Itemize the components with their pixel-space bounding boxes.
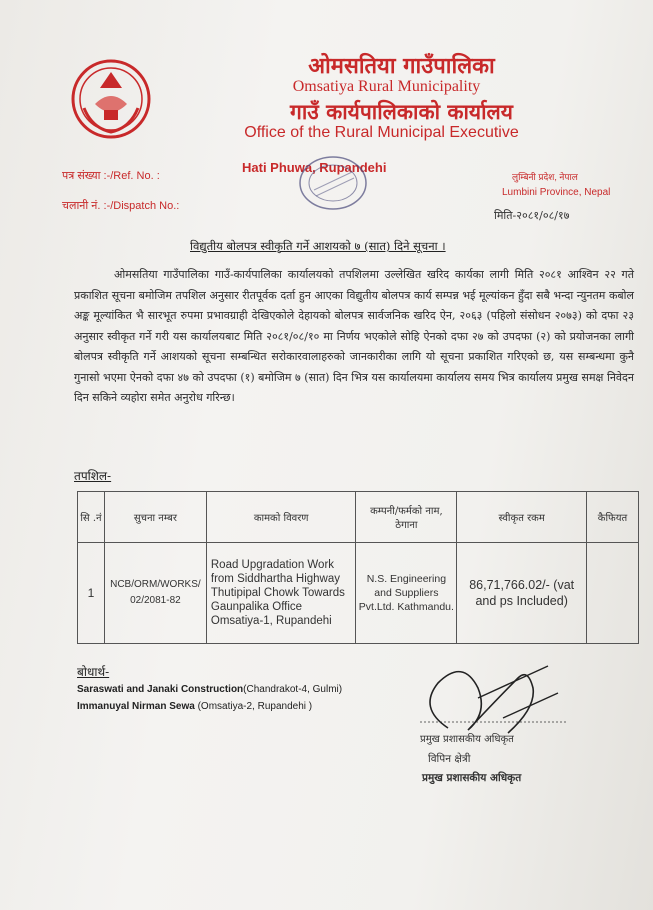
ref-number: पत्र संख्या :-/Ref. No. : — [62, 170, 160, 182]
notice-body: ओमसतिया गाउँपालिका गाउँ-कार्यपालिका कार्यालयको तपशिलमा उल्लेखित खरिद कार्यका लागी मिति २०८१ आश्विन २२ गते प्रकाशित सूचना बमोजिम तपशिल अनुसार रीतपूर्वक दर्ता हुन आएका विद्युतीय बोलपत्र कार्य सम्पन्न भई मूल्यांकन हुँदा सबै भन्दा न्युनतम कबोल अङ्क मूल्यांकित भै सारभूत रुपमा प्रभावग्राही देखिएकोले देहायको बोलपत्र सार्वजनिक खरिद ऐन, २०६३ (पहिलो संसोधन २०७३) को दफा २३ अनुसार स्वीकृत गर्ने गरी यस कार्यालयबाट मिति २०८१/०८/१० मा निर्णय भएकोले सोहि ऐनको दफा २७ को उपदफा (२) को प्रयोजनका लागी बोलपत्र स्वीकृति गर्ने आशयको सूचना सम्बन्धित सरोकारवालाहरुको जानकारीका लागि यो सूचना प्रकाशित गरिएको छ, यस सम्बन्धमा कुनै गुनासो भएमा ऐनको दफा ४७ को उपदफा (१) बमोजिम ७ (सात) दिन भित्र यस कार्यालयमा कार्यालय समय भित्र कार्यालय प्रमुख समक्ष निवेदन दिन सकिने व्यहोरा समेत अनुरोध गरिन्छ। — [74, 268, 634, 404]
cell-remarks — [587, 543, 639, 644]
col-header-company: कम्पनी/फर्मको नाम, ठेगाना — [356, 492, 457, 543]
signatory-name: विपिन क्षेत्री — [428, 753, 471, 765]
col-header-work: कामको विवरण — [206, 492, 356, 543]
signature-designation-line: प्रमुख प्रशासकीय अधिकृत — [420, 734, 514, 745]
cc-item — [77, 701, 312, 712]
award-table — [77, 491, 639, 644]
cell-company: N.S. Engineering and Suppliers Pvt.Ltd. Kathmandu. — [356, 543, 457, 644]
office-name-np: गाउँ कार्यपालिकाको कार्यालय — [290, 99, 513, 124]
details-label: तपशिल- — [74, 469, 112, 483]
cc-name: Immanuyal Nirman Sewa — [77, 701, 195, 712]
table-header-row — [78, 492, 639, 543]
cc-label: बोधार्थ- — [77, 665, 110, 679]
cc-name: Saraswati and Janaki Construction — [77, 684, 244, 695]
office-name-en: Office of the Rural Municipal Executive — [244, 124, 519, 141]
col-header-remarks: कैफियत — [587, 492, 639, 543]
province-np: लुम्बिनी प्रदेश, नेपाल — [512, 172, 578, 182]
cc-address: (Chandrakot-4, Gulmi) — [243, 684, 343, 695]
cell-notice-no: NCB/ORM/WORKS/ 02/2081-82 — [104, 543, 206, 644]
office-stamp — [296, 152, 370, 214]
letter-date: मिति-२०८१/०८/१७ — [494, 209, 570, 222]
office-address: Hati Phuwa, Rupandehi — [242, 160, 387, 175]
notice-subject: विद्युतीय बोलपत्र स्वीकृति गर्ने आशयको ७ (सात) दिने सूचना । — [190, 239, 446, 253]
table-row — [78, 543, 639, 644]
cell-work: Road Upgradation Work from Siddhartha Highway Thutipipal Chowk Towards Gaunpalika Office Omsatiya-1, Rupandehi — [206, 543, 356, 644]
cell-sn: 1 — [78, 543, 105, 644]
province-en: Lumbini Province, Nepal — [502, 187, 611, 198]
municipality-name-en: Omsatiya Rural Municipality — [292, 78, 481, 95]
cc-address: (Omsatiya-2, Rupandehi ) — [194, 701, 313, 712]
cc-item — [77, 684, 342, 695]
signatory-post: प्रमुख प्रशासकीय अधिकृत — [422, 772, 522, 784]
dispatch-number: चलानी नं. :-/Dispatch No.: — [62, 200, 180, 212]
cell-amount: 86,71,766.02/- (vat and ps Included) — [457, 543, 587, 644]
col-header-notice-no: सुचना नम्बर — [104, 492, 206, 543]
municipality-name-np: ओमसतिया गाउँपालिका — [308, 53, 495, 79]
col-header-amount: स्वीकृत रकम — [457, 492, 587, 543]
col-header-sn: सि .नं — [78, 492, 105, 543]
